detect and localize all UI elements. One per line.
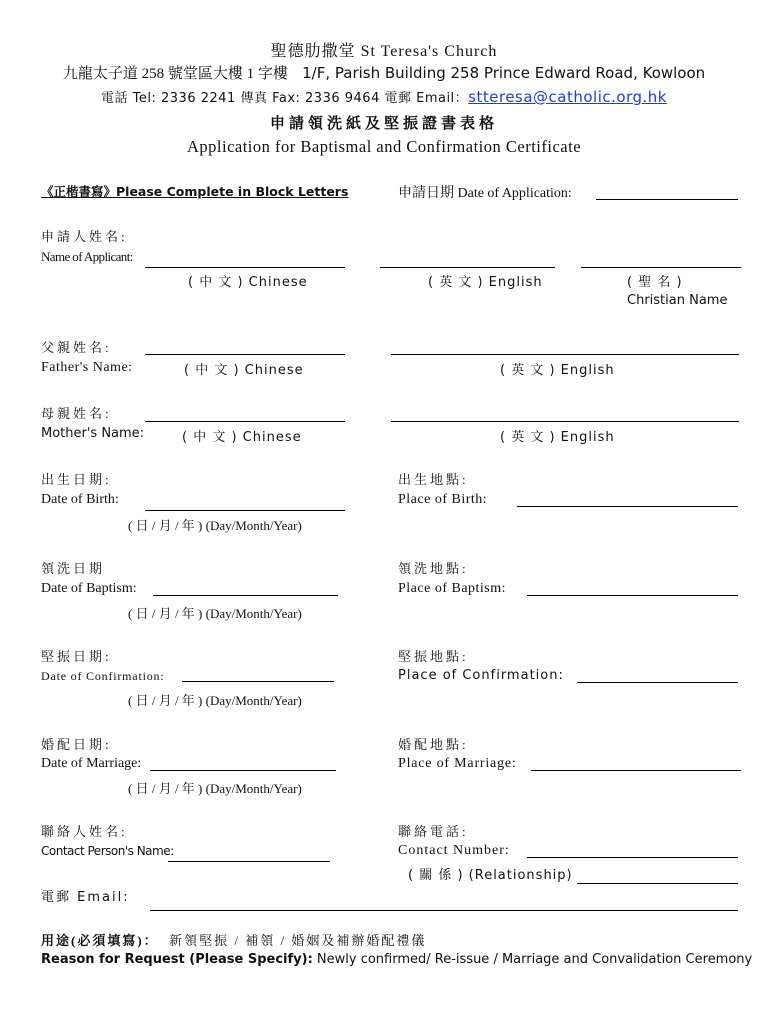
address-line <box>0 62 768 83</box>
contact-number-field[interactable] <box>527 857 738 858</box>
confirmation-date-field[interactable] <box>182 681 334 682</box>
applicant-chinese-caption: ( 中 文 ) Chinese <box>188 275 308 290</box>
contact-person-label-en: Contact Person's Name: <box>41 844 174 858</box>
marriage-date-label-zh: 婚配日期: <box>41 737 112 752</box>
title-en: Application for Baptismal and Confirmation Certificate <box>186 137 582 156</box>
applicant-chinese-field[interactable] <box>145 267 345 268</box>
address-en: 1/F, Parish Building 258 Prince Edward Road, Kowloon <box>302 64 706 82</box>
email-label: 電郵 Email: <box>41 890 130 905</box>
baptism-date-label-zh: 領洗日期 <box>41 561 106 576</box>
father-english-field[interactable] <box>391 354 739 355</box>
father-english-caption: ( 英 文 ) English <box>500 363 615 378</box>
marriage-place-label-en: Place of Marriage: <box>398 756 517 771</box>
applicant-christian-name-caption: Christian Name <box>627 293 728 308</box>
confirmation-date-hint: ( 日 / 月 / 年 ) (Day/Month/Year) <box>128 693 302 708</box>
date-of-application-field[interactable] <box>596 199 738 200</box>
birth-place-label-zh: 出生地點: <box>398 472 469 487</box>
mother-english-field[interactable] <box>391 421 739 422</box>
birth-place-field[interactable] <box>517 506 738 507</box>
applicant-label-zh: 申請人姓名: <box>41 229 128 244</box>
mother-english-caption: ( 英 文 ) English <box>500 430 615 445</box>
baptism-place-field[interactable] <box>527 595 738 596</box>
father-label-en: Father's Name: <box>41 360 133 375</box>
birth-date-label-zh: 出生日期: <box>41 472 112 487</box>
contact-line <box>0 87 768 106</box>
marriage-date-field[interactable] <box>150 770 336 771</box>
reason-line-en <box>41 952 752 967</box>
reason-label-en: Reason for Request (Please Specify): <box>41 952 313 967</box>
relationship-field[interactable] <box>577 883 738 884</box>
applicant-christian-name-field[interactable] <box>581 267 741 268</box>
applicant-english-field[interactable] <box>380 267 555 268</box>
mother-chinese-caption: ( 中 文 ) Chinese <box>182 430 302 445</box>
father-chinese-field[interactable] <box>145 354 345 355</box>
email-field[interactable] <box>150 910 738 911</box>
marriage-date-label-en: Date of Marriage: <box>41 756 142 771</box>
confirmation-place-label-en: Place of Confirmation: <box>398 668 564 683</box>
contact-person-field[interactable] <box>168 861 330 862</box>
reason-options-zh: 新領堅振 / 補領 / 婚姻及補辦婚配禮儀 <box>169 933 427 948</box>
marriage-place-field[interactable] <box>531 770 741 771</box>
mother-chinese-field[interactable] <box>145 421 345 422</box>
marriage-place-label-zh: 婚配地點: <box>398 737 469 752</box>
confirmation-date-label-zh: 堅振日期: <box>41 649 112 664</box>
reason-line-zh <box>41 930 426 949</box>
contact-number-label-en: Contact Number: <box>398 843 510 858</box>
confirmation-date-label-en: Date of Confirmation: <box>41 669 165 683</box>
contact-phone-fax: 電話 Tel: 2336 2241 傳真 Fax: 2336 9464 電郵 Email： <box>101 91 469 106</box>
applicant-english-caption: ( 英 文 ) English <box>428 275 543 290</box>
mother-label-en: Mother's Name: <box>41 426 145 441</box>
baptism-date-hint: ( 日 / 月 / 年 ) (Day/Month/Year) <box>128 606 302 621</box>
block-letters-note: 《正楷書寫》Please Complete in Block Letters <box>41 184 349 199</box>
confirmation-place-label-zh: 堅振地點: <box>398 649 469 664</box>
baptism-place-label-zh: 領洗地點: <box>398 561 469 576</box>
reason-label-zh: 用途(必須填寫)： <box>41 933 159 948</box>
birth-place-label-en: Place of Birth: <box>398 492 488 507</box>
baptism-date-field[interactable] <box>153 595 338 596</box>
date-of-application-label: 申請日期 Date of Application: <box>398 186 572 201</box>
baptism-place-label-en: Place of Baptism: <box>398 581 507 596</box>
baptism-date-label-en: Date of Baptism: <box>41 581 137 596</box>
birth-date-hint: ( 日 / 月 / 年 ) (Day/Month/Year) <box>128 518 302 533</box>
reason-options-en: Newly confirmed/ Re-issue / Marriage and Convalidation Ceremony <box>312 952 753 967</box>
birth-date-field[interactable] <box>145 510 345 511</box>
contact-person-label-zh: 聯絡人姓名: <box>41 824 128 839</box>
address-zh: 九龍太子道 258 號堂區大樓 1 字樓 <box>62 66 288 82</box>
applicant-label-en: Name of Applicant: <box>41 249 133 264</box>
mother-label-zh: 母親姓名: <box>41 406 112 421</box>
father-label-zh: 父親姓名: <box>41 340 112 355</box>
applicant-saint-caption: ( 聖 名 ) <box>627 275 683 290</box>
church-name: 聖德肋撒堂 St Teresa's Church <box>270 43 498 60</box>
email-link[interactable]: stteresa@catholic.org.hk <box>468 88 667 106</box>
father-chinese-caption: ( 中 文 ) Chinese <box>184 363 304 378</box>
contact-number-label-zh: 聯絡電話: <box>398 824 469 839</box>
confirmation-place-field[interactable] <box>577 682 738 683</box>
marriage-date-hint: ( 日 / 月 / 年 ) (Day/Month/Year) <box>128 781 302 796</box>
birth-date-label-en: Date of Birth: <box>41 492 119 507</box>
title-zh: 申請領洗紙及堅振證書表格 <box>269 116 498 132</box>
relationship-label: ( 關 係 ) (Relationship) <box>408 868 573 883</box>
